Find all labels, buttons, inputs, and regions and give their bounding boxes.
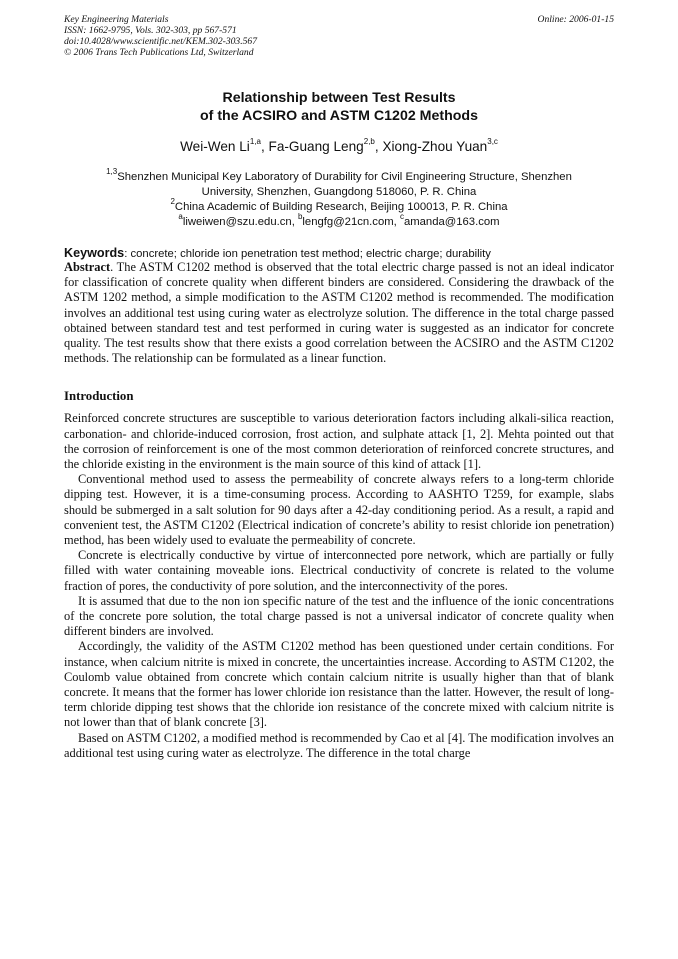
introduction-body [64, 411, 614, 761]
paragraph: Concrete is electrically conductive by virtue of interconnected pore network, which are partially or fully filled with water containing moveable ions. Electrical conductivity of concrete is related to the volume fraction of pores, the conductivity of pore solution, and the interconnectivity of the pores. [64, 548, 614, 593]
affiliation-text: Shenzhen Municipal Key Laboratory of Durability for Civil Engineering Structure, Shenzhen [117, 171, 572, 183]
author [180, 139, 268, 154]
author-superscript: 3,c [487, 137, 498, 147]
email-separator: , [393, 216, 400, 228]
keywords-label: Keywords [64, 246, 125, 260]
journal-header [64, 14, 614, 58]
email-superscript: b [297, 212, 303, 222]
affiliation-1 [64, 167, 614, 185]
author-list [64, 139, 614, 154]
author [269, 139, 383, 154]
affiliations [64, 167, 614, 230]
keywords-text: : concrete; chloride ion penetration test method; electric charge; durability [124, 248, 491, 260]
email-list [64, 212, 614, 230]
author-name: Xiong-Zhou Yuan [382, 139, 488, 154]
paragraph: Based on ASTM C1202, a modified method is recommended by Cao et al [4]. The modification involves an additional test using curing water as electrolyze. The difference in the total charge [64, 730, 614, 760]
paragraph: Reinforced concrete structures are susceptible to various deterioration factors including alkali-silica reaction, carbonation- and chloride-induced corrosion, frost action, and sulphate attack [1, 2]. Mehta pointed out that the corrosion of reinforcement is one of the most common deterioration of reinforced concrete structures, and the chloride existing in the environment is the main source of this kind of attack [1]. [64, 411, 614, 472]
email-superscript: a [178, 212, 183, 222]
keywords [64, 246, 614, 260]
email-separator: , [291, 216, 298, 228]
doi-line: doi:10.4028/www.scientific.net/KEM.302-303.567 [64, 36, 258, 47]
issn-line: ISSN: 1662-9795, Vols. 302-303, pp 567-571 [64, 25, 237, 36]
author-superscript: 1,a [249, 137, 261, 147]
abstract-label: Abstract [64, 260, 111, 274]
copyright-line: © 2006 Trans Tech Publications Ltd, Switzerland [64, 47, 254, 58]
email-address: amanda@163.com [403, 216, 500, 228]
journal-name: Key Engineering Materials [64, 14, 169, 25]
email-address: liweiwen@szu.edu.cn [182, 216, 292, 228]
paragraph: Conventional method used to assess the permeability of concrete always refers to a long-term chloride dipping test. However, it is a time-consuming process. According to AASHTO T259, for example, slabs should be submerged in a salt solution for 90 days after a 42-day conditioning period. As a result, a rapid and convenient test, the ASTM C1202 (Electrical indication of concrete’s ability to resist chloride ion penetration) method, has been widely used to evaluate the permeability of concrete. [64, 472, 614, 548]
affiliation-superscript: 2 [170, 197, 175, 207]
title-line-1: Relationship between Test Results [222, 90, 456, 106]
affiliation-superscript: 1,3 [106, 167, 118, 177]
title-line-2: of the ACSIRO and ASTM C1202 Methods [200, 108, 478, 124]
section-heading-introduction: Introduction [64, 389, 134, 404]
paragraph: Accordingly, the validity of the ASTM C1202 method has been questioned under certain conditions. For instance, when calcium nitrite is mixed in concrete, the uncertainties increase. According to ASTM C1202, the Coulomb value obtained from concrete which contain calcium nitrite is usually higher than that of blank concrete. It means that the former has lower chloride ion resistance than the latter. However, the result of long-term chloride dipping test shows that the chloride ion resistance of the concrete mixed with calcium nitrite is not lower than that of blank concrete [3]. [64, 639, 614, 730]
paper-title [64, 89, 614, 125]
author-superscript: 2,b [363, 137, 375, 147]
author [382, 139, 497, 154]
affiliation-1-continued: University, Shenzhen, Guangdong 518060, P. R. China [201, 186, 477, 198]
abstract [64, 260, 614, 366]
author-name: Wei-Wen Li [180, 139, 250, 154]
abstract-text: . The ASTM C1202 method is observed that the total electric charge passed is not an ideal indicator for classification of concrete quality when different binders are considered. Considering the drawback of the ASTM 1202 method, a simple modification to the ASTM C1202 method is recommended. The modification involves an additional test using curing water as electrolyze solution. The difference in the total charge passed obtained between standard test and test performed in curing water is suggested as an indicator for concrete quality. The test results show that there exists a good correlation between the ACSIRO and the ASTM C1202 methods. The relationship can be formulated as a linear function. [64, 260, 614, 366]
author-separator: , [260, 139, 269, 154]
paragraph: It is assumed that due to the non ion specific nature of the test and the influence of the ionic concentrations of the concrete pore solution, the total charge passed is not a universal indicator of concrete quality when different binders are involved. [64, 593, 614, 639]
affiliation-text: China Academic of Building Research, Beijing 100013, P. R. China [174, 201, 508, 213]
author-name: Fa-Guang Leng [268, 139, 364, 154]
email-superscript: c [399, 212, 404, 222]
author-separator: , [374, 139, 383, 154]
affiliation-2 [64, 197, 614, 215]
email-address: lengfg@21cn.com [302, 216, 394, 228]
online-date: Online: 2006-01-15 [537, 14, 614, 25]
